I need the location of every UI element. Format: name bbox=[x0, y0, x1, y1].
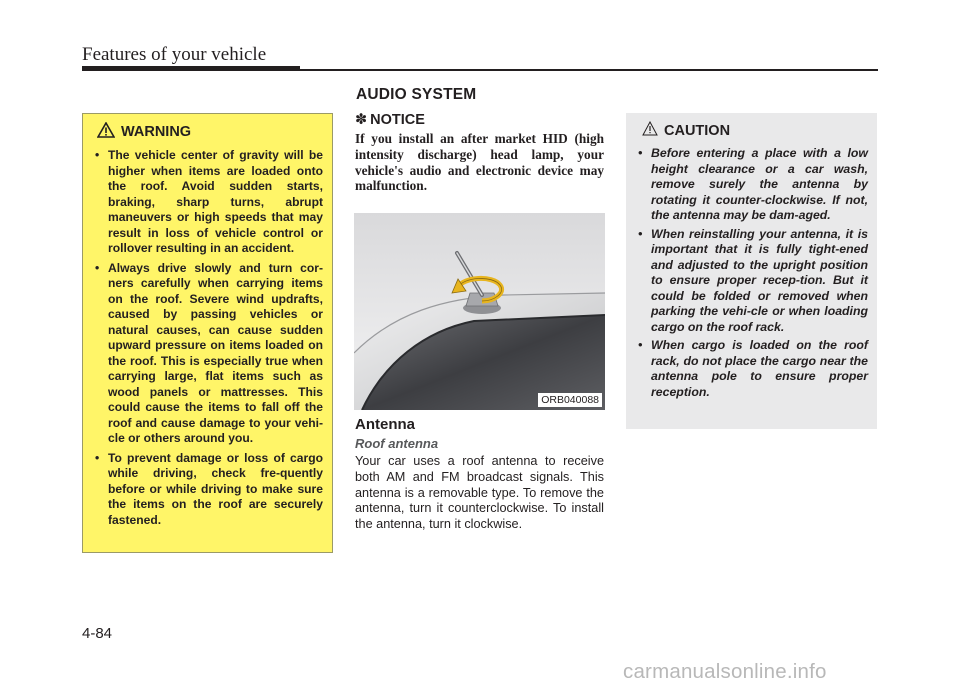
notice-title bbox=[355, 112, 425, 128]
antenna-body-text: Your car uses a roof antenna to receive both AM and FM broadcast signals. This antenna is a removable type. To remove the antenna, turn it counterclockwise. To install the antenna, turn it clockwise. bbox=[355, 454, 604, 532]
caution-box bbox=[626, 113, 877, 429]
caution-title-text: CAUTION bbox=[664, 122, 731, 139]
roof-antenna-subheading: Roof antenna bbox=[355, 436, 439, 451]
page-number: 4-84 bbox=[82, 625, 113, 642]
figure-code: ORB040088 bbox=[538, 393, 602, 407]
antenna-heading: Antenna bbox=[355, 416, 415, 433]
header-rule-thick bbox=[82, 66, 300, 71]
caution-item: • Before entering a place with a low height clearance or a car wash, remove surely the antenna by rotating it counter-clockwise. If not, the antenna may be dam-aged. bbox=[636, 146, 868, 224]
warning-title bbox=[83, 122, 332, 142]
notice-title-text: NOTICE bbox=[370, 112, 425, 128]
header-rule-thin bbox=[300, 69, 878, 71]
caution-triangle-icon bbox=[642, 121, 658, 140]
warning-title-text: WARNING bbox=[121, 124, 192, 140]
notice-star-icon: ✽ bbox=[355, 112, 368, 128]
caution-title bbox=[626, 121, 877, 140]
warning-list bbox=[83, 148, 332, 528]
watermark: carmanualsonline.info bbox=[623, 660, 827, 683]
header-title: Features of your vehicle bbox=[82, 44, 267, 65]
roof-antenna-illustration bbox=[354, 213, 605, 410]
warning-item: • The vehicle center of gravity will be higher when items are loaded onto the roof. Avoid sudden starts, braking, sharp turns, abrupt maneuvers or high speeds that may result in loss of vehicle control or rollover resulting in an accident. bbox=[93, 148, 323, 257]
warning-item: • Always drive slowly and turn cor-ners carefully when carrying items on the roof. Severe wind updrafts, caused by passing vehicles or natural causes, can cause sudden upward pressure on items loaded on the roof. This is especially true when carrying large, flat items such as wood panels or mattresses. This could cause the items to fall off the roof and cause damage to your vehi-cle or others around you. bbox=[93, 261, 323, 447]
caution-item: • When reinstalling your antenna, it is important that it is fully tight-ened and adjusted to the upright position to ensure proper recep-tion. But it could be folded or removed when parking the vehi-cle or when loading cargo on the roof rack. bbox=[636, 227, 868, 336]
antenna-figure bbox=[354, 213, 605, 410]
section-title: AUDIO SYSTEM bbox=[356, 86, 477, 103]
warning-item: • To prevent damage or loss of cargo while driving, check fre-quently before or while driving to make sure the items on the roof are securely fastened. bbox=[93, 451, 323, 529]
notice-text: If you install an after market HID (high intensity discharge) head lamp, your vehicle's audio and electronic device may malfunction. bbox=[355, 131, 604, 194]
caution-list bbox=[626, 146, 877, 400]
warning-triangle-icon bbox=[97, 122, 115, 142]
caution-item: • When cargo is loaded on the roof rack, do not place the cargo near the antenna pole to ensure proper reception. bbox=[636, 338, 868, 400]
warning-box bbox=[82, 113, 333, 553]
